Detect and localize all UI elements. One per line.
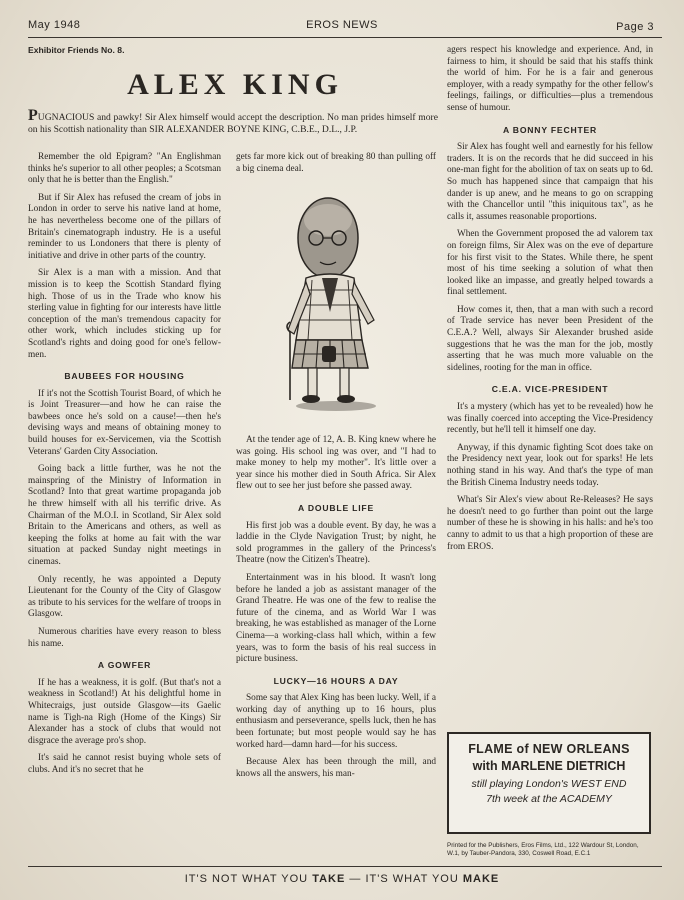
slogan-word-make: MAKE: [462, 873, 500, 885]
paragraph: His first job was a double event. By day, he was a laddie in the Clyde Navigation Trust; by night, he sold programmes in the gallery of the Princess's Theatre (now the Citizen's Theatre).: [236, 520, 436, 566]
column-1: [28, 152, 221, 783]
paragraph: agers respect his knowledge and experience. And, in fairness to him, it should be said that his staffs think the world of him. For he is a fair and generous employer, with a ready sympathy for the other fellow's feelings, failings, or difficulties—plus a tremendous sense of humour.: [447, 45, 653, 113]
page-number: Page 3: [616, 21, 654, 33]
film-advertisement: [447, 732, 651, 834]
paragraph: But if Sir Alex has refused the cream of jobs in London in order to serve his native land at home, he has nevertheless become one of the pillars of Britain's cinematograph industry. He is a useful reminder to us Londoners that there is plenty of initiative and drive in other parts of the country.: [28, 192, 221, 261]
paragraph: It's said he cannot resist buying whole sets of clubs. And it's no secret that he: [28, 753, 221, 775]
lead-text: UGNACIOUS and pawky! Sir Alex himself would accept the description. No man prides himself more on his Scottish nationality than SIR ALEXANDER BOYNE KING, C.B.E., D.L., J.P.: [28, 112, 438, 135]
paragraph: What's Sir Alex's view about Re-Releases? He says he doesn't need to go further than point out the large number of these he is showing in his halls: and he's too canny to admit to us that a high proportion of these are from EROS.: [447, 495, 653, 552]
slogan-word-take: TAKE: [312, 873, 346, 885]
subhead-double-life: A DOUBLE LIFE: [298, 502, 374, 513]
paragraph: When the Government proposed the ad valorem tax on foreign films, Sir Alex was on the eve of departure for his first visit to the States. While there, he spent most of his time seeking a solution of what then looked like an impasse, and greatly helped towards a final settlement.: [447, 229, 653, 298]
series-label: Exhibitor Friends No. 8.: [28, 45, 125, 55]
footer-slogan: [0, 873, 684, 885]
paragraph: Some say that Alex King has been lucky. Well, if a working day of anything up to 16 hours, plus enthusiasm and perseverance, spells luck, then he has been fortunate; but most people would say he has worked hard—damn hard—for his success.: [236, 693, 436, 750]
paragraph: Anyway, if this dynamic fighting Scot does take on the Presidency next year, look out for sparks! He lets nothing stand in his way. And that's the type of man the British Cinema Industry needs today.: [447, 442, 653, 488]
ad-status: still playing London's WEST END: [471, 778, 627, 790]
publication-name: EROS NEWS: [306, 19, 378, 31]
article-title: ALEX KING: [127, 68, 343, 101]
article-lead: [28, 107, 438, 136]
paragraph: Sir Alex has fought well and earnestly for his fellow traders. It is on the records that he did succeed in his one-man fight for the abolition of tax on seats up to 6d. So much has happened since that campaign that his dander is up anew, and he means to go on scrapping with the Chancellor until "this iniquitous tax", as he calls it, assumes reasonable proportions.: [447, 142, 653, 222]
paragraph: It's a mystery (which has yet to be revealed) how he was finally coerced into accepting the Vice-Presidency recently, but he'll tell it himself one day.: [447, 402, 653, 436]
paragraph: If it's not the Scottish Tourist Board, of which he is Joint Treasurer—and how he can raise the bawbees once he's sold on a cause!—then he's devising ways and means of obtaining money to build houses for ex-Servicemen, via the Scottish Veterans' Garden City Association.: [28, 388, 221, 457]
paragraph: Because Alex has been through the mill, and knows all the answers, his man-: [236, 757, 436, 779]
paragraph: Going back a little further, was he not the mainspring of the Ministry of Information in Scotland? Into that great wartime propaganda job he threw himself with all his terrific drive. As Chairman of the M.O.I. in Scotland, Sir Alex sold Britain to the Americans and others, as well as keeping the folks at home au fait with the war situation at packed Sunday night meetings in cinemas.: [28, 464, 221, 567]
paragraph: Sir Alex is a man with a mission. And that mission is to keep the Scottish Standard flying high. Those of us in the Trade who know his sterling value in fighting for our interests have little conception of the man's tremendous capacity for other work, which includes sticking up for Scotland's rights and doing good for one's fellow-men.: [28, 268, 221, 360]
paragraph: Entertainment was in his blood. It wasn't long before he landed a job as assistant manager of the Grand Theatre. He was one of the few to realise the future of the cinema, and as World War I was breaking, he was established as manager of the Lorne Cinema—a working-class hall which, within a few years, was to form the basis of his real success in picture business.: [236, 572, 436, 665]
paragraph: Numerous charities have every reason to bless his name.: [28, 626, 221, 649]
column-2: [236, 435, 436, 786]
subhead-bonny-fechter: A BONNY FECHTER: [502, 124, 598, 135]
paragraph: If he has a weakness, it is golf. (But that's not a weakness in Scotland!) At his delightful home in Whitecraigs, just outside Glasgow—its Gaelic name is Tigh-na Righ (Home of the Kings) Sir Alexander has a stock of clubs that would not disgrace the average pro's shop.: [28, 677, 221, 746]
alex-king-caricature: [266, 190, 406, 415]
subhead-lucky: LUCKY—16 HOURS A DAY: [273, 675, 399, 686]
subhead-baubees: BAUBEES FOR HOUSING: [64, 371, 185, 382]
slogan-part-1: IT'S NOT WHAT YOU: [184, 873, 309, 885]
ad-star: with MARLENE DIETRICH: [472, 759, 626, 773]
paragraph: Remember the old Epigram? "An Englishman thinks he's superior to all other peoples; a Scotsman only that he is better than the English.": [28, 152, 221, 186]
ad-film-title: FLAME of NEW ORLEANS: [468, 742, 630, 756]
slogan-part-2: IT'S WHAT YOU: [365, 873, 459, 885]
slogan-dash: —: [349, 873, 362, 885]
paragraph: At the tender age of 12, A. B. King knew where he was going. His school ing was over, and "I had to make money to help my mother". It's little over a year since his mother died in South Africa. Sir Alex flew out to see her just before she passed away.: [236, 435, 436, 492]
subhead-cea-vice-president: C.E.A. VICE-PRESIDENT: [491, 384, 609, 395]
printer-imprint: Printed for the Publishers, Eros Films, Ltd., 122 Wardour St, London, W.1, by Tauber-Pandora, 330, Coswell Road, E.C.1: [447, 842, 639, 857]
column-3: [447, 45, 653, 559]
drop-cap: P: [28, 107, 38, 124]
footer-rule: [28, 866, 662, 867]
ad-venue: 7th week at the ACADEMY: [486, 793, 612, 805]
subhead-gowfer: A GOWFER: [97, 660, 152, 671]
paragraph: gets far more kick out of breaking 80 than pulling off a big cinema deal.: [236, 152, 436, 174]
column-2-top: [236, 152, 436, 181]
paragraph: Only recently, he was appointed a Deputy Lieutenant for the County of the City of Glasgow as tribute to his services for the welfare of troops in Glasgow.: [28, 574, 221, 620]
paragraph: How comes it, then, that a man with such a record of Trade service has never been President of the C.E.A.? Well, always Sir Alexander brushed aside suggestions that he was the man for the job, mostly asserting that he was much more valuable on the sidelines, rooting for the man in office.: [447, 304, 653, 373]
issue-date: May 1948: [28, 19, 81, 31]
header-rule: [28, 37, 662, 38]
